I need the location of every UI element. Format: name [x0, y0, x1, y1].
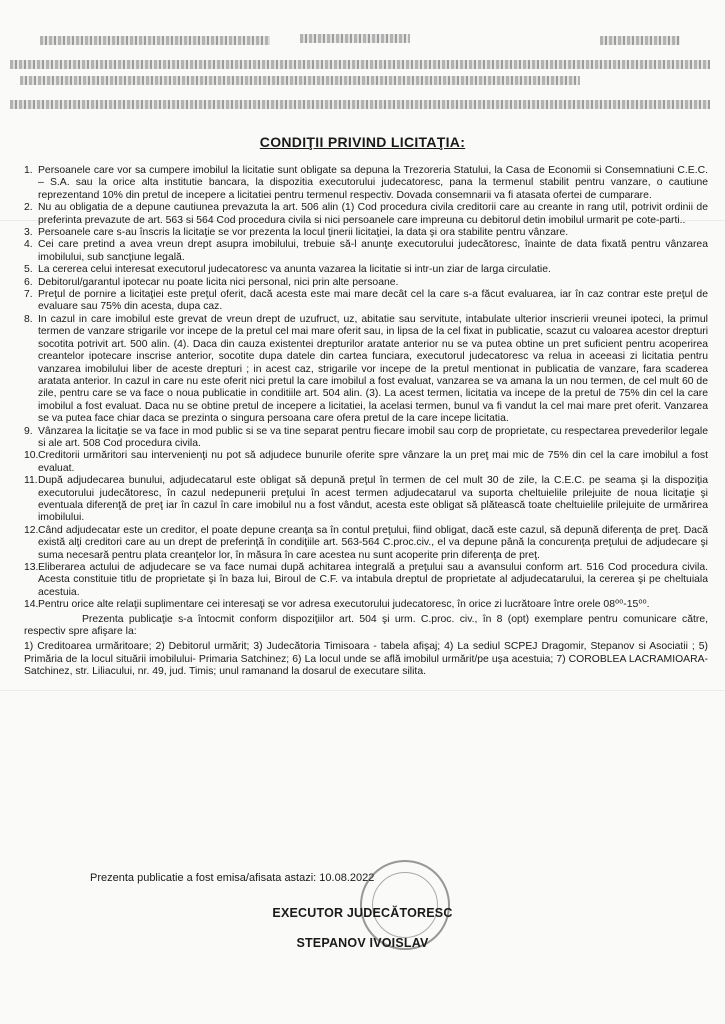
condition-text: La cererea celui interesat executorul judecatoresc va anunta vazarea la licitatie si intr-un ziar de larga circulatie. — [38, 264, 551, 276]
condition-item — [24, 165, 708, 202]
condition-item — [24, 289, 708, 314]
redacted-header-band — [10, 100, 710, 109]
condition-text: Vânzarea la licitaţie se va face in mod public si se va tine separat pentru fiecare imobil sau corp de proprietate, cu respectarea prevederilor legale si ale art. 508 Cod procedura civila. — [38, 425, 708, 449]
condition-text: Eliberarea actului de adjudecare se va face numai după achitarea integrală a preţului sau a avansului conform art. 516 Cod procedura civila. Acesta constituie titlu de proprietate şi în baza lui, Biroul de C.F. va intabula dreptul de proprietate al adjudecatarului, la cererea şi pe cheltuiala acestuia. — [38, 562, 708, 598]
scan-artifact — [0, 690, 725, 691]
condition-number: 5. — [24, 264, 33, 276]
recipients-paragraph: 1) Creditoarea urmăritoare; 2) Debitorul urmărit; 3) Judecătoria Timisoara - tabela afişaj; 4) La sediul SCPEJ Dragomir, Stepanov si Asociatii ; 5) Primăria de la locul situării imobilului- Primaria Satchinez; 6) La locul unde se află imobilul urmărit/pe uşa acestuia; 7) COROBLEA LACRAMIOARA-Satchinez, str. Liliacului, nr. 49, jud. Timis; unul ramanand la dosarul de executare silita. — [24, 641, 708, 678]
condition-number: 7. — [24, 289, 33, 301]
condition-number: 4. — [24, 239, 33, 251]
condition-number: 6. — [24, 276, 33, 288]
condition-item — [24, 450, 708, 475]
condition-number: 2. — [24, 202, 33, 214]
condition-number: 11. — [24, 475, 38, 487]
condition-number: 9. — [24, 425, 33, 437]
redacted-header-band — [300, 34, 410, 43]
condition-text: Pentru orice alte relaţii suplimentare cei interesaţi se vor adresa executorului judecatoresc, în orice zi lucrătoare între orele 08⁰⁰-15⁰⁰. — [38, 599, 650, 611]
condition-item — [24, 202, 708, 227]
condition-item — [24, 239, 708, 264]
condition-item — [24, 264, 708, 276]
condition-item — [24, 227, 708, 239]
condition-text: Debitorul/garantul ipotecar nu poate licita nici personal, nici prin alte persoane. — [38, 276, 399, 288]
condition-number: 12. — [24, 524, 39, 536]
condition-text: Preţul de pornire a licitaţiei este preţul oferit, dacă acesta este mai mare decât cel la care s-a făcut evaluarea, iar în caz contrar este preţul de evaluare sau 75% din acesta, dupa caz. — [38, 289, 708, 313]
conditions-list — [24, 165, 708, 612]
condition-number: 8. — [24, 313, 33, 325]
condition-item — [24, 475, 708, 525]
condition-text: In cazul in care imobilul este grevat de vreun drept de uzufruct, uz, abitatie sau servitute, intabulate ulterior inscrierii vreunei ipoteci, la primul termen de vanzare strigarile vor incepe de la pretul cel mai mare oferit sau, in lipsa de la cel fixat in publicatie, scazut cu valoarea acestor drepturi socotita potrivit art. 500 alin. (4). Daca din cauza existentei drepturilor aratate anterior nu se va putea obtine un pret suficient pentru acoperirea creantelor ipotecare inscrise anterior, socotite dupa datele din cartea funciara, executorul judecatoresc va relua in aceeasi zi licitatia pentru vanzarea imobilului liber de aceste drepturi ; in acest caz, strigarile vor incepe de la pretul mentionat in publicatia de vanzare, fara scaderea aratata anterior. In cazul in care nu este oferit nici pretul la care imobilul a fost evaluat, vanzarea se va amana la un nou termen, de cel mult 60 de zile, pentru care se va face o noua publicatie in conditiile art. 504 alin. (3). La acest termen, licitatia va incepe de la pretul de 75% din cel la care imobilul a fost evaluat. Daca nu se obtine pretul de incepere a licitatiei, la acelasi termen, bunul va fi vandut la cel mai mare pret oferit. Vanzarea se va putea face chiar daca se prezinta o singura persoana care ofera pretul de la care incepe licitatia. — [38, 313, 708, 425]
condition-item — [24, 277, 708, 289]
signature-title: EXECUTOR JUDECĂTORESC — [272, 906, 453, 920]
condition-text: Persoanele care vor sa cumpere imobilul la licitatie sunt obligate sa depuna la Trezoreria Statului, la Casa de Economii si Consemnatiuni C.E.C. – S.A. sau la orice alta institutie bancara, la dispozitia executorului judecatoresc, pana la termenul stabilit pentru vanzare, o cautiune reprezentand 10% din pretul de incepere a licitatiei pentru termenul respectiv. Dovada consemnarii va fi atasata ofertei de cumparare. — [38, 165, 708, 201]
condition-text: Când adjudecatar este un creditor, el poate depune creanţa sa în contul preţului, fiind obligat, dacă este cazul, să depună diferenţa de preţ. Dacă există alţi creditori care au un drept de preferinţă în condiţiile art. 563-564 C.proc.civ., el va depune până la concurenţa preţului de adjudecare şi suma necesară pentru plata creanţelor lor, în măsura în care acestea nu sunt acoperite prin diferenţa de preţ. — [38, 524, 708, 561]
condition-number: 14. — [24, 599, 39, 611]
condition-number: 3. — [24, 227, 33, 239]
condition-item — [24, 525, 708, 562]
scan-artifact — [0, 220, 725, 221]
emission-line: Prezenta publicatie a fost emisa/afisata astazi: 10.08.2022 — [90, 872, 375, 884]
condition-text: După adjudecarea bunului, adjudecatarul este obligat să depună preţul în termen de cel mult 30 de zile, la C.E.C. pe seama şi la dispoziţia executorului judecătoresc, în cazul nedepunerii preţului în acest termen adjudecatarul va suporta cheltuielile prilejuite de noua licitaţie şi eventuala diferenţă de preţ iar în cazul în care imobilul nu a fost vândut, acesta este obligat să plătească toate cheltuielile prilejuite de urmărirea imobilului. — [38, 475, 708, 524]
condition-number: 10. — [24, 450, 39, 462]
condition-item — [24, 599, 708, 611]
condition-item — [24, 562, 708, 599]
signature-name: STEPANOV IVOISLAV — [296, 936, 429, 950]
redacted-header-band — [40, 36, 270, 45]
condition-item — [24, 314, 708, 426]
condition-item — [24, 426, 708, 451]
condition-text: Creditorii urmăritori sau intervenienţi nu pot să adjudece bunurile oferite spre vânzare la un preţ mai mic de 75% din cel la care imobilul a fost evaluat. — [38, 450, 708, 474]
condition-text: Cei care pretind a avea vreun drept asupra imobilului, trebuie să-l anunţe executorului judecătoresc, înainte de data fixată pentru vânzarea imobilului, sub sancţiune legală. — [38, 239, 708, 263]
redacted-header-band — [10, 60, 710, 69]
condition-text: Persoanele care s-au înscris la licitaţie se vor prezenta la locul ţinerii licitaţiei, la data şi ora stabilite pentru vânzare. — [38, 227, 569, 239]
page-title: CONDIŢII PRIVIND LICITAŢIA: — [259, 134, 466, 150]
redacted-header-band — [600, 36, 680, 45]
condition-number: 13. — [24, 562, 39, 573]
redacted-header-band — [20, 76, 580, 85]
condition-number: 1. — [24, 165, 33, 176]
publication-paragraph: Prezenta publicaţie s-a întocmit conform dispoziţiilor art. 504 şi urm. C.proc. civ., în 8 (opt) exemplare pentru comunicare către, respectiv spre afişare la: — [24, 613, 708, 638]
condition-text: Nu au obligatia de a depune cautiunea prevazuta la art. 506 alin (1) Cod procedura civila creditorii care au creante in rang util, potrivit ordinii de preferinta prevazute de art. 563 si 564 Cod procedura civila si nici persoanele care impreuna cu debitorul detin imobilul urmarit pe cote-parti.. — [38, 202, 708, 226]
document-body — [24, 165, 708, 679]
